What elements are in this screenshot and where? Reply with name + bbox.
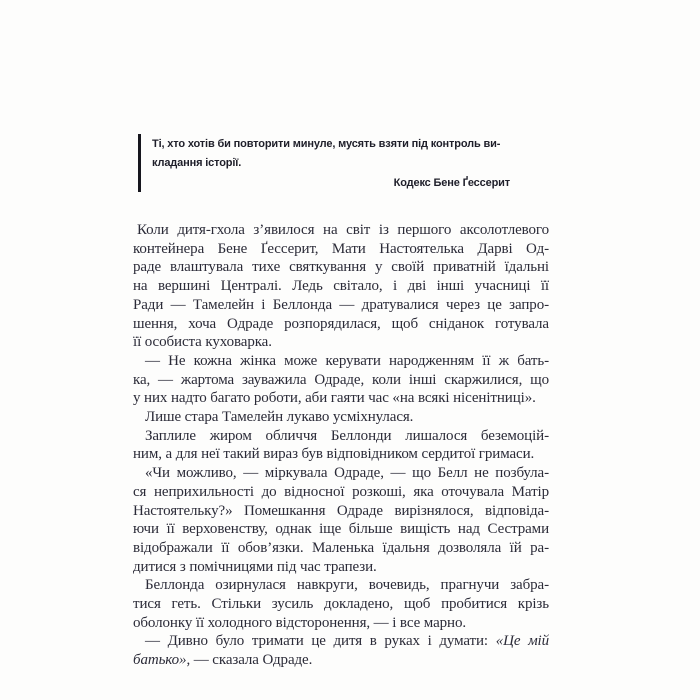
epigraph-rule bbox=[138, 134, 141, 192]
text-line: Коли дитя-гхола з’явилося на світ із першого аксолотлевого bbox=[137, 222, 549, 238]
text-line: контейнера Бене Ґессерит, Мати Настоятелька Дарві Од- bbox=[133, 240, 549, 257]
paragraph bbox=[133, 632, 549, 669]
text-line: на вершині Централі. Ледь світало, і дві інші учасниці її bbox=[133, 278, 549, 295]
text-line: Лише стара Тамелейн лукаво усміхнулася. bbox=[145, 409, 414, 426]
text-line: Ради — Тамелейн і Беллонда — дратувалися через це запро- bbox=[133, 296, 549, 313]
text-line: дитися з помічницями під час трапези. bbox=[133, 558, 377, 575]
text-line: «Чи можливо, — міркувала Одраде, — що Белл не позбула- bbox=[145, 465, 549, 482]
text-line: — Не кожна жінка може керувати народженням її ж бать- bbox=[145, 352, 549, 369]
text-line: оболонку її холодного відсторонення, — і все марно. bbox=[133, 614, 467, 631]
text-line: Беллонда озирнулася навкруги, вочевидь, прагнучи забра- bbox=[145, 577, 549, 594]
paragraph bbox=[133, 221, 549, 352]
text-line: ним, а для неї такий вираз був відповідником сердитої гримаси. bbox=[133, 446, 535, 463]
paragraph bbox=[133, 408, 549, 427]
text-line: відображали її обов’язки. Маленька їдальня дозволяла їй ра- bbox=[133, 539, 549, 556]
text-line: її особиста куховарка. bbox=[133, 334, 272, 351]
paragraph bbox=[133, 352, 549, 408]
text-line: ка, — жартома зауважила Одраде, коли інші скаржилися, що bbox=[133, 371, 549, 388]
text-line: ючи її верховенству, однак іще більше вищість над Сестрами bbox=[133, 521, 549, 538]
paragraph bbox=[133, 576, 549, 632]
epigraph-attribution: Кодекс Бене Ґессерит bbox=[393, 176, 510, 189]
epigraph-line: кладання історії. bbox=[152, 157, 242, 170]
text-line: — Дивно було тримати це дитя в руках і думати: «Це мій bbox=[145, 633, 550, 650]
text-line: у них надто багато роботи, аби гаяти час «на всякі нісенітниці». bbox=[133, 390, 536, 407]
paragraph bbox=[133, 464, 549, 576]
epigraph-line: Ті, хто хотів би повторити минуле, мусять взяти під контроль ви- bbox=[152, 138, 501, 150]
text-line: Заплиле жиром обличчя Беллонди лишалося беземоцій- bbox=[145, 427, 549, 444]
text-line: раде влаштувала тихе святкування у своїй приватній їдальні bbox=[133, 259, 549, 276]
text-line: тися геть. Стільки зусиль докладено, щоб пробитися крізь bbox=[133, 596, 549, 613]
text-line: батько», — сказала Одраде. bbox=[133, 652, 313, 669]
text-line: ся неприхильності до відносної розкоші, яка оточувала Матір bbox=[133, 483, 549, 500]
body-text bbox=[133, 221, 549, 670]
paragraph bbox=[133, 427, 549, 464]
text-line: Настоятельку?» Помешкання Одраде вирізнялося, відповіда- bbox=[133, 502, 549, 519]
text-line: шення, хоча Одраде розпорядилася, щоб сніданок готувала bbox=[133, 315, 549, 332]
epigraph bbox=[152, 135, 510, 193]
